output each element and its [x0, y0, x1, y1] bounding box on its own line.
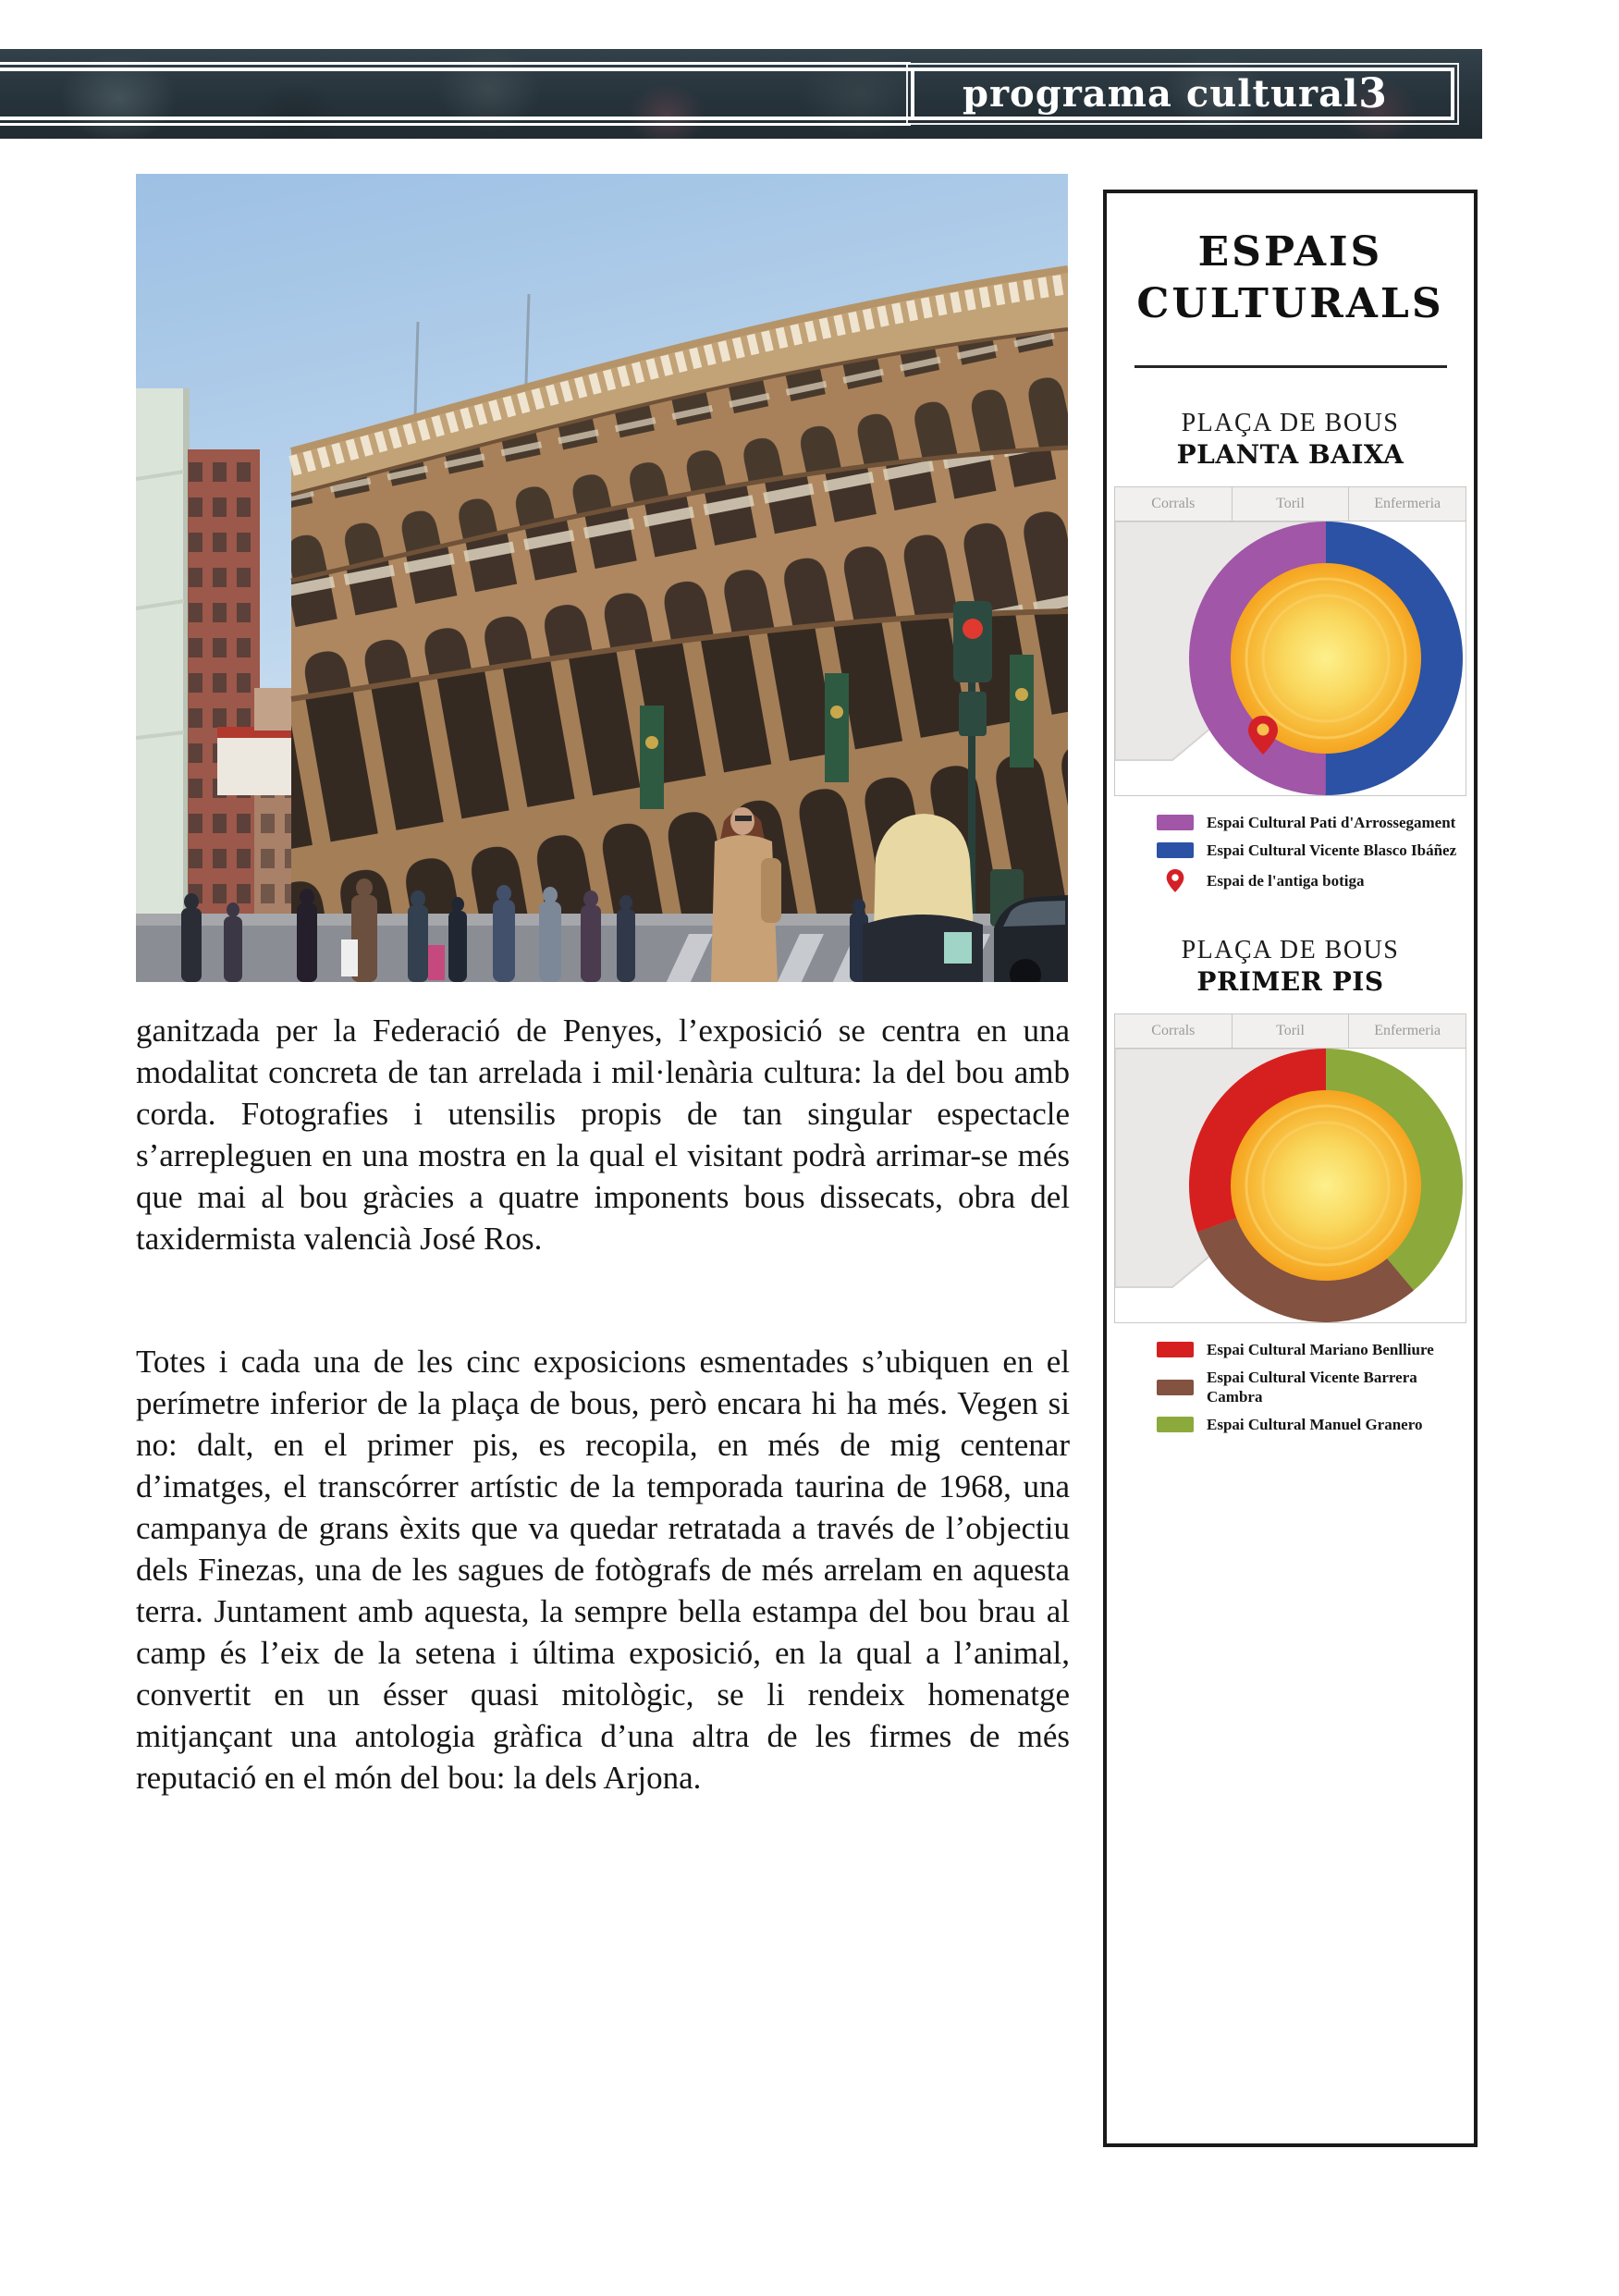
header-title-box [911, 68, 1454, 120]
room-label-toril: Toril [1233, 1014, 1350, 1048]
floorplan-drawing [1115, 1049, 1466, 1322]
legend-item: Espai Cultural Vicente Barrera Cambra [1157, 1368, 1474, 1406]
legend-item: Espai Cultural Mariano Benlliure [1157, 1340, 1474, 1359]
header-double-rule-bottom [0, 117, 911, 126]
room-labels-row [1115, 1014, 1466, 1049]
espais-culturals-sidebar [1103, 190, 1478, 2147]
header-title: programa cultural [963, 72, 1359, 116]
floorplan-planta-baixa [1114, 486, 1466, 796]
article-paragraph: ganitzada per la Federació de Penyes, l’exposició se centra en una modalitat concreta de tan arrelada i mil·lenària cultura: la del bou amb corda. Fotografies i utensilis propis de tan singular espectacle s’arrepleguen en una mostra en la qual el visitant podrà arrimar-se més que mai al bou gràcies a quatre imponents bous dissecats, obra del taxidermista valencià José Ros. [136, 1013, 1070, 1257]
page-number: 3 [1358, 70, 1387, 117]
room-label-toril: Toril [1233, 487, 1350, 521]
map-pin-icon [1165, 868, 1185, 893]
room-label-corrals: Corrals [1115, 487, 1233, 521]
room-labels-row [1115, 487, 1466, 522]
floorplan-primer-pis [1114, 1013, 1466, 1323]
room-label-enfermeria: Enfermeria [1374, 496, 1441, 511]
legend-item: Espai Cultural Pati d'Arrossegament [1157, 813, 1474, 832]
article-paragraph: Totes i cada una de les cinc exposicions esmentades s’ubiquen en el perímetre inferior de la plaça de bous, però encara hi ha més. Vegen si no: dalt, en el primer pis, es recopila, en més de mig centenar d’imatges, el transcórrer artístic de la temporada taurina de 1968, una campanya de grans èxits que va quedar retratada a través de l’objectiu dels Finezas, una de les sagues de fotògrafs de més arrelam en aquesta terra. Juntament amb aquesta, la sempre bella estampa del bou brau al camp és l’eix de la setena i última exposició, en la qual a l’animal, convertit en un ésser quasi mitològic, se li rendeix homenatge mitjançant una antologia gràfica d’una altra de les firmes de més reputació en el món del bou: la dels Arjona. [136, 1344, 1070, 1796]
legend-swatch-purple [1157, 815, 1194, 830]
header-band [0, 49, 1482, 139]
room-label-corrals: Corrals [1115, 1014, 1233, 1048]
sidebar-divider [1135, 365, 1447, 368]
header-double-rule-top [0, 62, 911, 71]
section-subtitle-primer-pis: PRIMER PIS [1196, 966, 1384, 997]
legend-swatch-red [1157, 1342, 1194, 1357]
legend-item: Espai de l'antiga botiga [1157, 868, 1474, 893]
section-subtitle-planta-baixa: PLANTA BAIXA [1176, 439, 1404, 470]
floorplan-drawing [1115, 522, 1466, 795]
legend-item: Espai Cultural Manuel Granero [1157, 1415, 1474, 1434]
legend-item: Espai Cultural Vicente Blasco Ibáñez [1157, 841, 1474, 860]
legend-swatch-blue [1157, 842, 1194, 858]
legend-primer-pis [1157, 1340, 1474, 1434]
legend-swatch-brown [1157, 1380, 1194, 1395]
legend-swatch-green [1157, 1417, 1194, 1432]
section-title-primer-pis: PLAÇA DE BOUS [1181, 936, 1400, 964]
section-title-planta-baixa: PLAÇA DE BOUS [1181, 409, 1400, 437]
arena-ring [1231, 1090, 1421, 1281]
room-label-enfermeria: Enfermeria [1374, 1023, 1441, 1038]
article-body [136, 1010, 1070, 1799]
bullring-photo [136, 174, 1068, 982]
legend-planta-baixa [1157, 813, 1474, 893]
sidebar-title: ESPAIS CULTURALS [1136, 228, 1444, 327]
